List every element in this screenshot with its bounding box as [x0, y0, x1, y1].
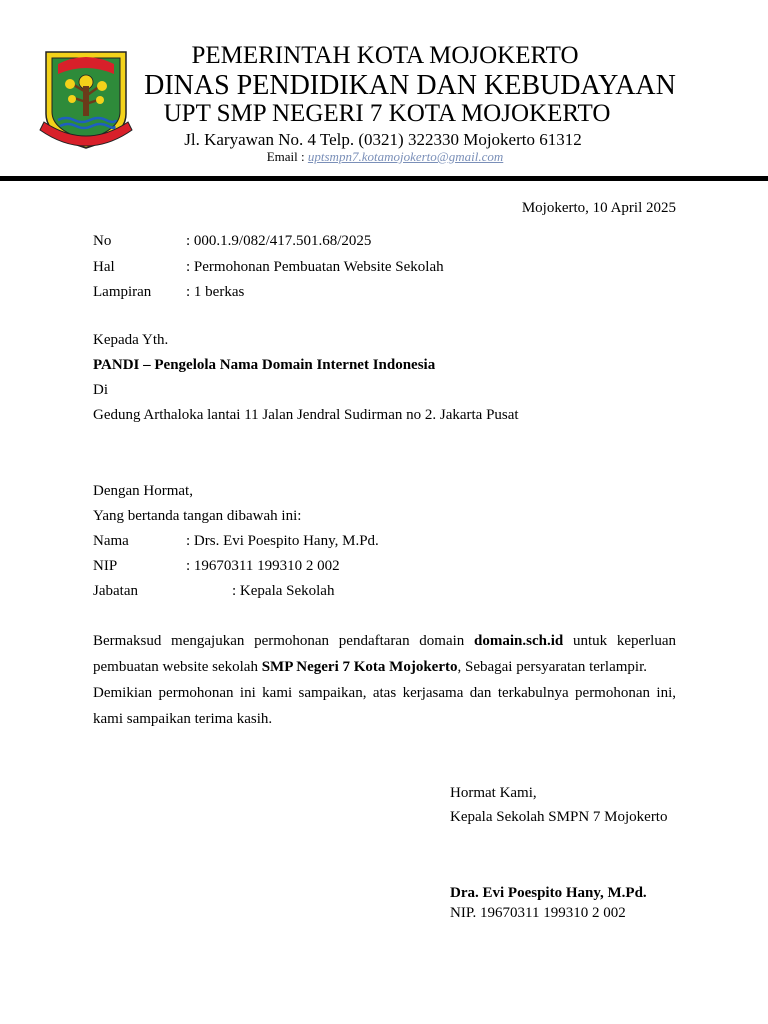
no-value: : 000.1.9/082/417.501.68/2025: [186, 233, 372, 249]
body-text: , Sebagai persyaratan terlampir.: [457, 659, 647, 675]
letterhead-government: PEMERINTAH KOTA MOJOKERTO: [191, 42, 579, 69]
recipient-di: Di: [93, 382, 108, 398]
body-text: Bermaksud mengajukan permohonan pendaftaran domain: [93, 633, 475, 649]
domain-name: domain.sch.id: [474, 633, 564, 649]
body-text: untuk keperluan: [563, 633, 676, 649]
nip-value: : 19670311 199310 2 002: [186, 558, 340, 574]
intro-line: Yang bertanda tangan dibawah ini:: [93, 508, 302, 524]
recipient-greeting: Kepada Yth.: [93, 332, 169, 348]
closing-position: Kepala Sekolah SMPN 7 Mojokerto: [450, 809, 668, 825]
recipient-name: PANDI – Pengelola Nama Domain Internet Indonesia: [93, 357, 436, 373]
nama-label: Nama: [93, 533, 129, 549]
body-paragraph: [93, 628, 676, 732]
body-line: [93, 654, 676, 680]
body-line: [93, 628, 676, 654]
closing-hormat: Hormat Kami,: [450, 785, 537, 801]
letterhead-department: DINAS PENDIDIKAN DAN KEBUDAYAAN: [144, 70, 676, 101]
body-text: pembuatan website sekolah: [93, 659, 262, 675]
signer-name: Dra. Evi Poespito Hany, M.Pd.: [450, 885, 647, 901]
email-label: Email :: [266, 149, 308, 164]
body-line: kami sampaikan terima kasih.: [93, 711, 273, 727]
lampiran-value: : 1 berkas: [186, 284, 245, 300]
school-name: SMP Negeri 7 Kota Mojokerto: [261, 659, 458, 675]
signer-nip: NIP. 19670311 199310 2 002: [450, 905, 626, 921]
email-link[interactable]: uptsmpn7.kotamojokerto@gmail.com: [307, 149, 504, 164]
recipient-address: Gedung Arthaloka lantai 11 Jalan Jendral Sudirman no 2. Jakarta Pusat: [93, 407, 519, 423]
hal-label: Hal: [93, 259, 115, 275]
body-line: Demikian permohonan ini kami sampaikan, atas kerjasama dan terkabulnya permohonan ini,: [93, 685, 676, 701]
jabatan-value: : Kepala Sekolah: [232, 583, 335, 599]
letterhead-divider: [0, 176, 768, 181]
letterhead-address: Jl. Karyawan No. 4 Telp. (0321) 322330 Mojokerto 61312: [184, 130, 582, 149]
lampiran-label: Lampiran: [93, 284, 152, 300]
letterhead-school: UPT SMP NEGERI 7 KOTA MOJOKERTO: [163, 100, 611, 127]
jabatan-label: Jabatan: [93, 583, 138, 599]
nip-label: NIP: [93, 558, 118, 574]
place-date: Mojokerto, 10 April 2025: [521, 200, 676, 216]
hal-value: : Permohonan Pembuatan Website Sekolah: [186, 259, 444, 275]
letterhead-email-line: [250, 149, 520, 165]
salutation: Dengan Hormat,: [93, 483, 193, 499]
no-label: No: [93, 233, 112, 249]
nama-value: : Drs. Evi Poespito Hany, M.Pd.: [186, 533, 379, 549]
